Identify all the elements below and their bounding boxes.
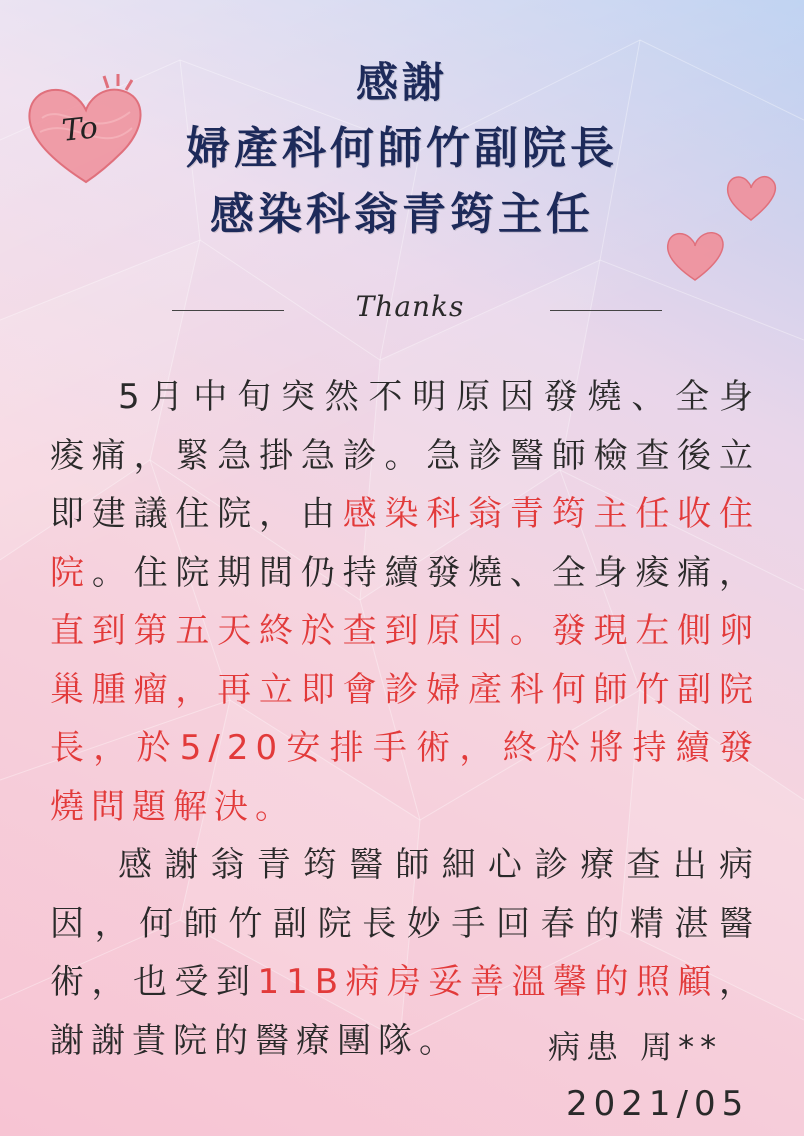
- text-span: ，謝謝貴院的醫療團隊。: [50, 962, 760, 1061]
- signature-block: [548, 1022, 768, 1128]
- thanks-divider: [0, 286, 804, 336]
- letter-body: [50, 368, 760, 1070]
- title-thanks: 感謝: [355, 58, 448, 107]
- thanks-label: Thanks: [355, 290, 465, 323]
- highlight-span: 11B病房妥善溫馨的照顧: [257, 962, 719, 1002]
- signature-name: 病患 周**: [548, 1028, 723, 1066]
- divider-line-left: [172, 310, 284, 311]
- highlight-span: 直到第五天終於查到原因。發現左側卵巢腫瘤，再立即會診婦產科何師竹副院長，於5/20安排手術，終於將持續發燒問題解決。: [50, 611, 760, 827]
- title-block: [0, 50, 804, 248]
- paragraph-1: [50, 368, 760, 836]
- title-recipient-1: 婦產科何師竹副院長: [186, 123, 618, 174]
- to-label: To: [60, 110, 100, 149]
- text-span: 感謝翁青筠醫師細心診療查出病因，何師竹副院長妙手回春的精湛醫術，也受到: [50, 845, 760, 1002]
- title-recipient-2: 感染科翁青筠主任: [210, 189, 594, 240]
- text-span: 。住院期間仍持續發燒、全身痠痛，: [91, 552, 760, 593]
- text-span: 5月中旬突然不明原因發燒、全身痠痛，緊急掛急診。急診醫師檢查後立即建議住院，由: [50, 377, 760, 534]
- divider-line-right: [550, 310, 662, 311]
- signature-date: 2021/05: [566, 1084, 750, 1124]
- highlight-span: 感染科翁青筠主任收住院: [50, 494, 760, 593]
